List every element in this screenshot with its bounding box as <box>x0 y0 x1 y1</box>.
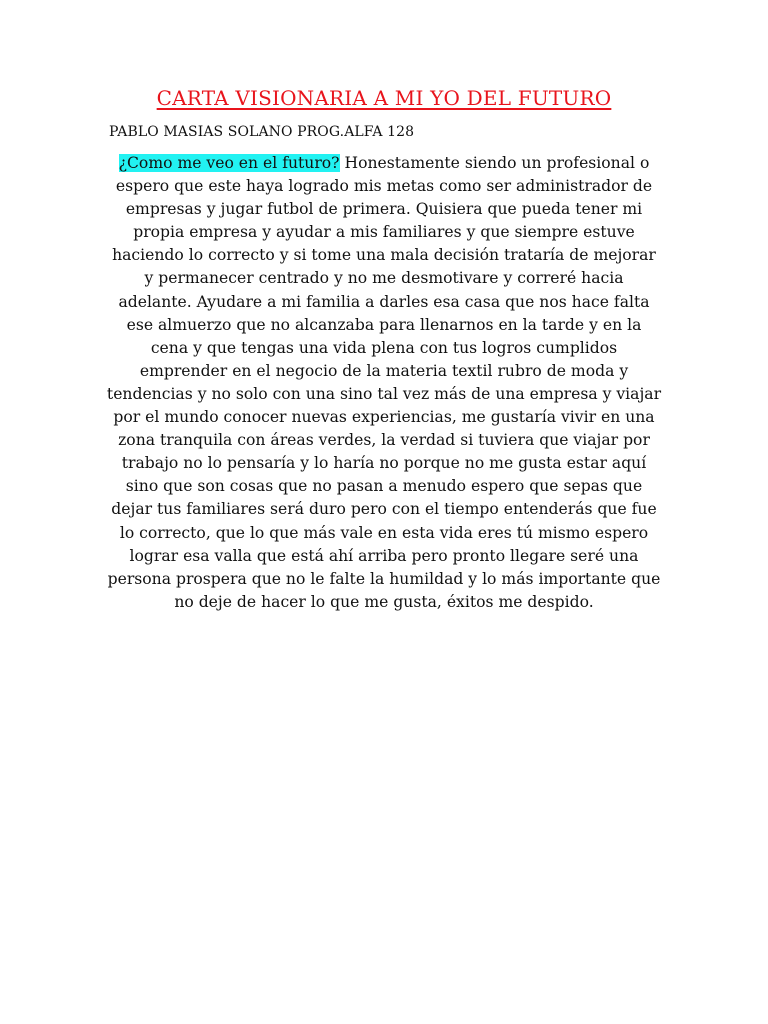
letter-body-text: Honestamente siendo un profesional o espero que este haya logrado mis metas como ser administrador de empresas y jugar futbol de primera. Quisiera que pueda tener mi propia empresa y ayudar a mis familiares y que siempre estuve haciendo lo correcto y si tome una mala decisión trataría de mejorar y permanecer centrado y no me desmotivare y correré hacia adelante. Ayudare a mi familia a darles esa casa que nos hace falta ese almuerzo que no alcanzaba para llenarnos en la tarde y en la cena y que tengas una vida plena con tus logros cumplidos emprender en el negocio de la materia textil rubro de moda y tendencias y no solo con una sino tal vez más de una empresa y viajar por el mundo conocer nuevas experiencias, me gustaría vivir en una zona tranquila con áreas verdes, la verdad si tuviera que viajar por trabajo no lo pensaría y lo haría no porque no me gusta estar aquí sino que son cosas que no pasan a menudo espero que sepas que dejar tus familiares será duro pero con el tiempo entenderás que fue lo correcto, que lo que más vale en esta vida eres tú mismo espero lograr esa valla que está ahí arriba pero pronto llegare seré una persona prospera que no le falte la humildad y lo más importante que no deje de hacer lo que me gusta, éxitos me despido. <box>106 154 662 611</box>
author-line: PABLO MASIAS SOLANO PROG.ALFA 128 <box>109 124 415 140</box>
highlighted-question: ¿Como me veo en el futuro? <box>118 154 340 172</box>
letter-body <box>106 152 662 614</box>
document-title: CARTA VISIONARIA A MI YO DEL FUTURO <box>156 86 612 110</box>
